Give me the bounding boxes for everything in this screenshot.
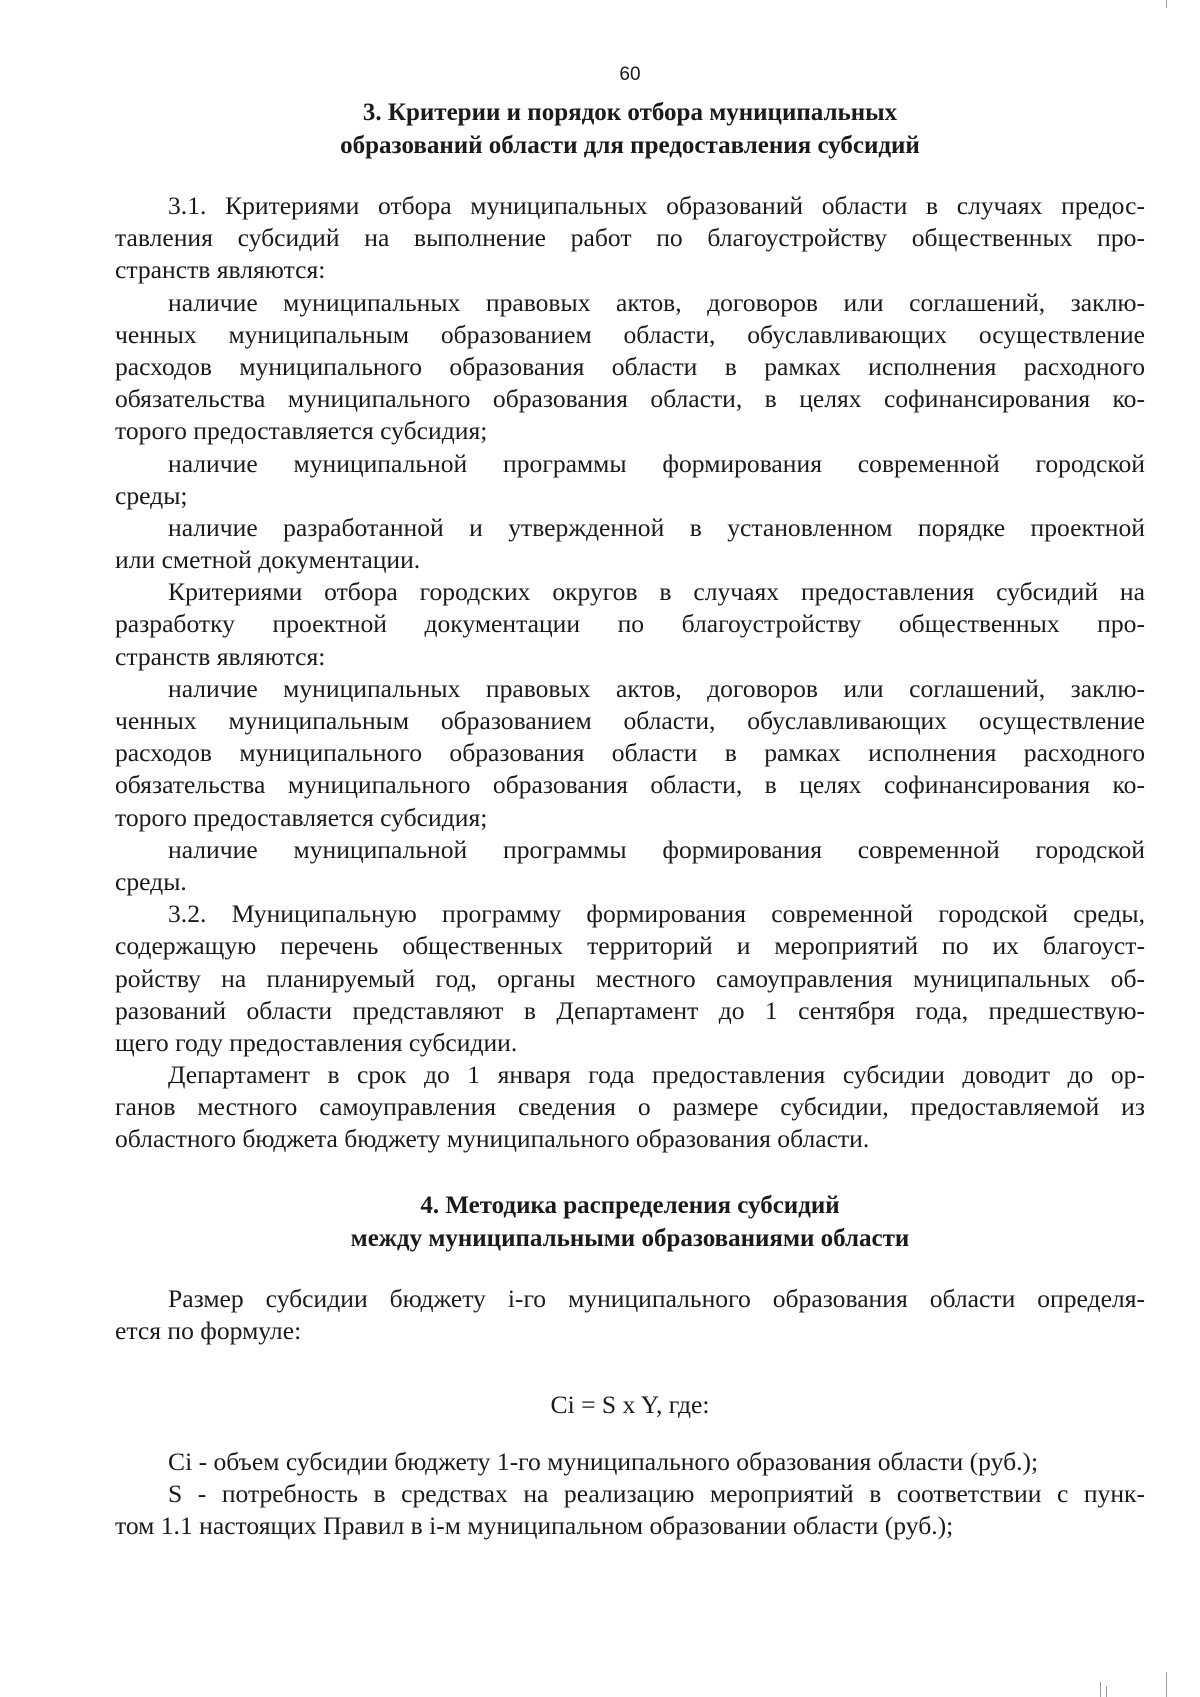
text-line: Департамент в срок до 1 января года предоставления субсидии доводит до ор- bbox=[168, 1060, 1145, 1090]
text-line: ченных муниципальным образованием области, обуславливающих осуществление bbox=[115, 319, 1145, 349]
text-line: наличие разработанной и утвержденной в установленном порядке проектной bbox=[168, 512, 1145, 542]
subsidy-formula: Ci = S x Y, где: bbox=[550, 1390, 710, 1419]
text-line: щего году предоставления субсидии. bbox=[115, 1027, 518, 1057]
text-line: Критериями отбора городских округов в случаях предоставления субсидий на bbox=[168, 577, 1145, 607]
text-line: Размер субсидии бюджету i-го муниципального образования области определя- bbox=[168, 1284, 1145, 1313]
text-line: или сметной документации. bbox=[115, 545, 421, 575]
text-line: разработку проектной документации по благоустройству общественных про- bbox=[115, 609, 1145, 639]
text-line: областного бюджета бюджету муниципального образования области. bbox=[115, 1124, 870, 1154]
text-line: ется по формуле: bbox=[115, 1316, 302, 1346]
text-line: тавления субсидий на выполнение работ по благоустройству общественных про- bbox=[115, 223, 1145, 253]
text-line: том 1.1 настоящих Правил в i-м муниципальном образовании области (руб.); bbox=[115, 1511, 954, 1541]
text-line: S - потребность в средствах на реализацию мероприятий в соответствии с пунк- bbox=[168, 1479, 1145, 1509]
section-3-heading bbox=[115, 96, 1145, 162]
text-line: расходов муниципального образования области в рамках исполнения расходного bbox=[115, 738, 1145, 768]
text-line: обязательства муниципального образования области, в целях софинансирования ко- bbox=[115, 770, 1145, 800]
text-line: ройству на планируемый год, органы местного самоуправления муниципальных об- bbox=[115, 963, 1145, 993]
text-line: Ci - объем субсидии бюджету 1-го муниципального образования области (руб.); bbox=[168, 1447, 1039, 1476]
section-4-heading bbox=[115, 1189, 1145, 1255]
page-number: 60 bbox=[619, 64, 641, 85]
text-line: расходов муниципального образования области в рамках исполнения расходного bbox=[115, 351, 1145, 381]
text-line: среды. bbox=[115, 866, 187, 896]
section-3-body bbox=[115, 190, 1145, 1156]
section-4-title-line-2: между муниципальными образованиями области bbox=[350, 1225, 910, 1252]
text-line: наличие муниципальных правовых актов, договоров или соглашений, заклю- bbox=[168, 287, 1145, 317]
text-line: разований области представляют в Департамент до 1 сентября года, предшествую- bbox=[115, 995, 1145, 1025]
text-line: среды; bbox=[115, 480, 188, 510]
text-line: ченных муниципальным образованием области, обуславливающих осуществление bbox=[115, 706, 1145, 735]
text-line: странств являются: bbox=[115, 641, 326, 671]
section-4-title-line-1: 4. Методика распределения субсидий bbox=[420, 1192, 840, 1219]
section-3-title-line-2: образований области для предоставления субсидий bbox=[340, 132, 920, 159]
text-line: наличие муниципальной программы формирования современной городской bbox=[168, 448, 1145, 478]
text-line: наличие муниципальной программы формирования современной городской bbox=[168, 834, 1145, 864]
text-line: ганов местного самоуправления сведения о размере субсидии, предоставляемой из bbox=[115, 1092, 1145, 1122]
scan-mark bbox=[1100, 1682, 1101, 1697]
text-line: наличие муниципальных правовых актов, договоров или соглашений, заклю- bbox=[168, 673, 1145, 703]
scan-mark bbox=[1106, 1686, 1107, 1697]
text-line: 3.2. Муниципальную программу формирования современной городской среды, bbox=[168, 899, 1145, 929]
formula-definitions bbox=[115, 1446, 1145, 1543]
text-line: торого предоставляется субсидия; bbox=[115, 416, 488, 446]
text-line: 3.1. Критериями отбора муниципальных образований области в случаях предос- bbox=[168, 191, 1145, 220]
section-4-intro bbox=[115, 1283, 1145, 1347]
text-line: обязательства муниципального образования области, в целях софинансирования ко- bbox=[115, 384, 1145, 414]
section-3-title-line-1: 3. Критерии и порядок отбора муниципальных bbox=[362, 99, 898, 126]
text-line: торого предоставляется субсидия; bbox=[115, 802, 488, 832]
scan-mark bbox=[1166, 1672, 1167, 1697]
text-line: содержащую перечень общественных территорий и мероприятий по их благоуст- bbox=[115, 931, 1145, 961]
scan-mark bbox=[1166, 0, 1167, 8]
text-line: странств являются: bbox=[115, 255, 326, 285]
